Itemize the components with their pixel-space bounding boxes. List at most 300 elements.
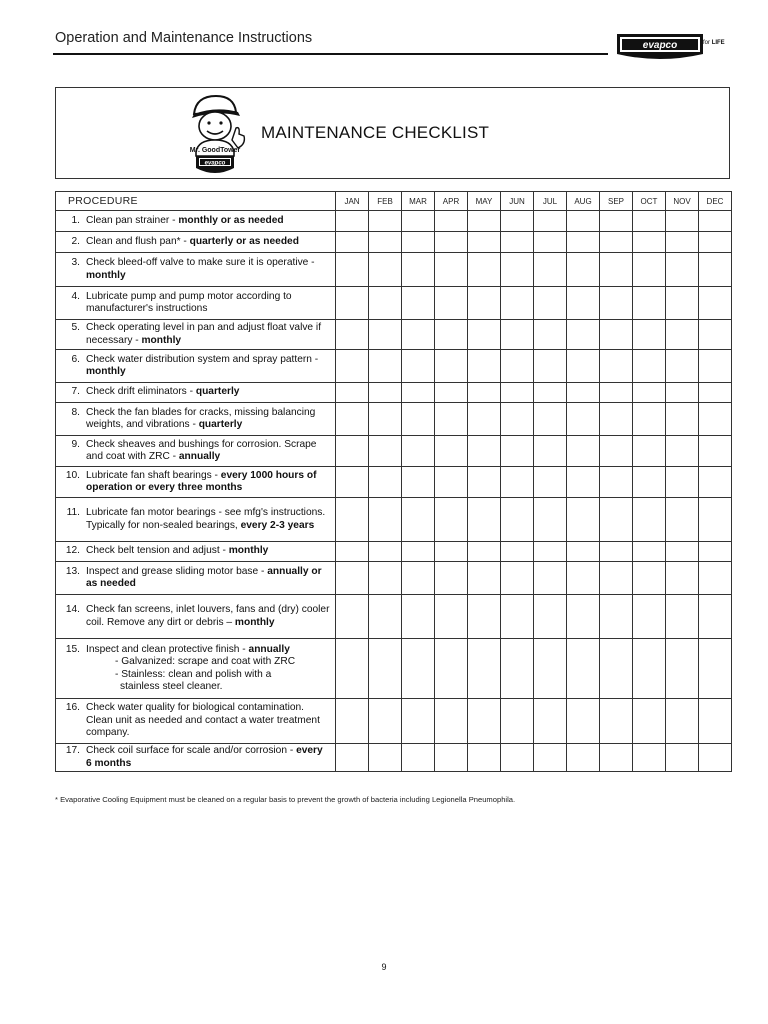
month-cell-apr[interactable] (435, 320, 468, 350)
month-cell-may[interactable] (468, 467, 501, 498)
procedure-cell (56, 498, 336, 542)
month-cell-sep[interactable] (600, 542, 633, 562)
month-cell-oct[interactable] (633, 232, 666, 253)
month-cell-apr[interactable] (435, 467, 468, 498)
month-cell-jun[interactable] (501, 403, 534, 436)
month-cell-oct[interactable] (633, 699, 666, 744)
month-cell-mar[interactable] (402, 542, 435, 562)
month-cell-jul[interactable] (534, 320, 567, 350)
month-cell-aug[interactable] (567, 699, 600, 744)
procedure-text: Check drift eliminators - (86, 386, 196, 398)
month-cell-jan[interactable] (336, 350, 369, 383)
month-cell-jul[interactable] (534, 403, 567, 436)
month-cell-sep[interactable] (600, 699, 633, 744)
month-cell-feb[interactable] (369, 211, 402, 232)
month-cell-may[interactable] (468, 744, 501, 772)
month-cell-sep[interactable] (600, 350, 633, 383)
procedure-frequency: quarterly or as needed (189, 235, 299, 247)
month-cell-feb[interactable] (369, 562, 402, 595)
month-cell-jul[interactable] (534, 287, 567, 320)
table-header-row (56, 192, 732, 211)
month-cell-mar[interactable] (402, 320, 435, 350)
month-header-oct: OCT (633, 192, 666, 211)
month-cell-dec[interactable] (699, 253, 732, 287)
month-cell-dec[interactable] (699, 744, 732, 772)
month-cell-feb[interactable] (369, 232, 402, 253)
month-cell-jul[interactable] (534, 542, 567, 562)
month-cell-jul[interactable] (534, 562, 567, 595)
procedure-text: Clean pan strainer - (86, 214, 179, 226)
tagline-bold: LIFE (711, 40, 725, 46)
month-cell-dec[interactable] (699, 403, 732, 436)
month-cell-apr[interactable] (435, 744, 468, 772)
procedure-cell (56, 436, 336, 467)
month-cell-apr[interactable] (435, 498, 468, 542)
month-cell-apr[interactable] (435, 542, 468, 562)
month-cell-feb[interactable] (369, 699, 402, 744)
month-header-jan: JAN (336, 192, 369, 211)
table-row (56, 232, 732, 253)
month-cell-feb[interactable] (369, 253, 402, 287)
month-cell-apr[interactable] (435, 639, 468, 699)
month-cell-jun[interactable] (501, 350, 534, 383)
procedure-text: Inspect and clean protective finish - (86, 643, 249, 655)
month-cell-aug[interactable] (567, 744, 600, 772)
month-cell-may[interactable] (468, 595, 501, 639)
month-cell-sep[interactable] (600, 211, 633, 232)
procedure-frequency: every 6 months (86, 745, 323, 769)
procedure-text: Lubricate pump and pump motor according to manufacturer's instructions (86, 290, 292, 314)
procedure-subline: stainless steel cleaner. (120, 680, 223, 692)
month-cell-jan[interactable] (336, 383, 369, 403)
procedure-frequency: quarterly (195, 386, 240, 398)
procedure-number: 3. (71, 257, 80, 269)
month-cell-sep[interactable] (600, 467, 633, 498)
table-row (56, 436, 732, 467)
month-cell-jun[interactable] (501, 639, 534, 699)
month-cell-may[interactable] (468, 287, 501, 320)
tagline (703, 40, 725, 46)
month-cell-oct[interactable] (633, 320, 666, 350)
table-row (56, 350, 732, 383)
month-cell-jun[interactable] (501, 232, 534, 253)
month-cell-oct[interactable] (633, 744, 666, 772)
procedure-cell (56, 744, 336, 772)
month-cell-oct[interactable] (633, 350, 666, 383)
month-cell-may[interactable] (468, 320, 501, 350)
month-header-nov: NOV (666, 192, 699, 211)
procedure-text: Lubricate fan motor bearings - see mfg's instructions. Typically for non-sealed bearings, (86, 507, 326, 531)
procedure-text: Inspect and grease sliding motor base - (86, 565, 268, 577)
month-cell-sep[interactable] (600, 320, 633, 350)
month-cell-nov[interactable] (666, 253, 699, 287)
month-cell-dec[interactable] (699, 542, 732, 562)
month-cell-jun[interactable] (501, 383, 534, 403)
month-header-dec: DEC (699, 192, 732, 211)
table-row (56, 562, 732, 595)
month-cell-dec[interactable] (699, 436, 732, 467)
month-cell-mar[interactable] (402, 350, 435, 383)
month-cell-jan[interactable] (336, 562, 369, 595)
logo-text: evapco (642, 40, 678, 51)
month-cell-apr[interactable] (435, 699, 468, 744)
month-cell-jan[interactable] (336, 639, 369, 699)
month-cell-mar[interactable] (402, 639, 435, 699)
month-cell-nov[interactable] (666, 744, 699, 772)
month-cell-nov[interactable] (666, 403, 699, 436)
month-cell-sep[interactable] (600, 232, 633, 253)
month-cell-may[interactable] (468, 562, 501, 595)
table-row (56, 744, 732, 772)
procedure-text: Check operating level in pan and adjust float valve if necessary - (86, 322, 322, 346)
checklist-title: MAINTENANCE CHECKLIST (261, 123, 490, 142)
month-cell-oct[interactable] (633, 383, 666, 403)
month-cell-jun[interactable] (501, 562, 534, 595)
month-cell-mar[interactable] (402, 595, 435, 639)
month-cell-apr[interactable] (435, 232, 468, 253)
month-cell-mar[interactable] (402, 232, 435, 253)
month-cell-feb[interactable] (369, 287, 402, 320)
month-cell-nov[interactable] (666, 562, 699, 595)
procedure-cell (56, 467, 336, 498)
month-cell-oct[interactable] (633, 498, 666, 542)
month-cell-dec[interactable] (699, 595, 732, 639)
table-row (56, 253, 732, 287)
month-cell-feb[interactable] (369, 467, 402, 498)
month-cell-jun[interactable] (501, 498, 534, 542)
month-header-sep: SEP (600, 192, 633, 211)
month-cell-feb[interactable] (369, 403, 402, 436)
month-cell-sep[interactable] (600, 383, 633, 403)
month-cell-jun[interactable] (501, 287, 534, 320)
month-cell-dec[interactable] (699, 639, 732, 699)
procedure-text: Check belt tension and adjust - (86, 545, 229, 557)
month-cell-jul[interactable] (534, 699, 567, 744)
procedure-cell (56, 287, 336, 320)
month-cell-mar[interactable] (402, 383, 435, 403)
month-cell-sep[interactable] (600, 436, 633, 467)
month-cell-aug[interactable] (567, 383, 600, 403)
month-cell-nov[interactable] (666, 498, 699, 542)
month-cell-apr[interactable] (435, 403, 468, 436)
procedure-text: Check the fan blades for cracks, missing balancing weights, and vibrations - (86, 406, 316, 430)
month-cell-jul[interactable] (534, 232, 567, 253)
procedure-cell (56, 211, 336, 232)
procedure-cell (56, 232, 336, 253)
month-cell-jan[interactable] (336, 403, 369, 436)
table-row (56, 467, 732, 498)
month-cell-jul[interactable] (534, 498, 567, 542)
month-cell-sep[interactable] (600, 498, 633, 542)
month-cell-jul[interactable] (534, 383, 567, 403)
month-cell-apr[interactable] (435, 595, 468, 639)
month-cell-jan[interactable] (336, 253, 369, 287)
month-cell-jun[interactable] (501, 595, 534, 639)
table-row (56, 403, 732, 436)
month-cell-jun[interactable] (501, 467, 534, 498)
month-cell-jan[interactable] (336, 542, 369, 562)
procedure-number: 5. (71, 322, 80, 334)
month-cell-jan[interactable] (336, 744, 369, 772)
month-cell-oct[interactable] (633, 467, 666, 498)
procedure-text: Check sheaves and bushings for corrosion. Scrape and coat with ZRC - (86, 438, 317, 462)
month-cell-apr[interactable] (435, 211, 468, 232)
month-cell-jul[interactable] (534, 467, 567, 498)
procedure-header: PROCEDURE (56, 192, 336, 211)
month-cell-aug[interactable] (567, 253, 600, 287)
table-row (56, 639, 732, 699)
month-cell-oct[interactable] (633, 595, 666, 639)
month-cell-dec[interactable] (699, 383, 732, 403)
month-cell-aug[interactable] (567, 320, 600, 350)
month-cell-oct[interactable] (633, 287, 666, 320)
tagline-prefix: for (703, 40, 711, 46)
month-cell-may[interactable] (468, 350, 501, 383)
month-cell-mar[interactable] (402, 699, 435, 744)
month-cell-feb[interactable] (369, 350, 402, 383)
month-cell-dec[interactable] (699, 562, 732, 595)
month-cell-feb[interactable] (369, 744, 402, 772)
month-cell-may[interactable] (468, 403, 501, 436)
month-cell-apr[interactable] (435, 436, 468, 467)
month-cell-feb[interactable] (369, 595, 402, 639)
procedure-frequency: quarterly (198, 419, 243, 430)
month-cell-nov[interactable] (666, 595, 699, 639)
month-cell-jul[interactable] (534, 350, 567, 383)
month-cell-dec[interactable] (699, 699, 732, 744)
footnote: * Evaporative Cooling Equipment must be cleaned on a regular basis to prevent the growth of bacteria including Legionella Pneumophila. (55, 795, 516, 804)
month-cell-jan[interactable] (336, 211, 369, 232)
procedure-number: 4. (71, 290, 80, 302)
month-cell-nov[interactable] (666, 287, 699, 320)
month-cell-nov[interactable] (666, 639, 699, 699)
procedure-text: Check water quality for biological contamination. Clean unit as needed and contact a water treatment company. (86, 702, 320, 739)
month-cell-jun[interactable] (501, 744, 534, 772)
month-cell-mar[interactable] (402, 498, 435, 542)
month-cell-aug[interactable] (567, 562, 600, 595)
month-cell-oct[interactable] (633, 436, 666, 467)
month-cell-nov[interactable] (666, 350, 699, 383)
month-cell-nov[interactable] (666, 383, 699, 403)
month-cell-aug[interactable] (567, 211, 600, 232)
month-cell-sep[interactable] (600, 403, 633, 436)
month-cell-nov[interactable] (666, 211, 699, 232)
month-cell-jul[interactable] (534, 253, 567, 287)
month-cell-nov[interactable] (666, 436, 699, 467)
month-cell-dec[interactable] (699, 232, 732, 253)
procedure-frequency: monthly (86, 366, 126, 377)
mascot-badge: evapco (204, 160, 226, 167)
month-cell-apr[interactable] (435, 562, 468, 595)
month-header-aug: AUG (567, 192, 600, 211)
month-cell-jul[interactable] (534, 211, 567, 232)
month-cell-dec[interactable] (699, 287, 732, 320)
month-cell-aug[interactable] (567, 232, 600, 253)
month-cell-jul[interactable] (534, 436, 567, 467)
procedure-cell (56, 350, 336, 383)
month-cell-feb[interactable] (369, 542, 402, 562)
header-rule (53, 53, 608, 55)
month-cell-aug[interactable] (567, 639, 600, 699)
month-cell-mar[interactable] (402, 211, 435, 232)
month-cell-feb[interactable] (369, 383, 402, 403)
month-cell-may[interactable] (468, 436, 501, 467)
month-cell-sep[interactable] (600, 253, 633, 287)
procedure-frequency: annually (248, 643, 290, 655)
procedure-frequency: monthly (228, 545, 269, 557)
month-cell-oct[interactable] (633, 253, 666, 287)
month-cell-dec[interactable] (699, 350, 732, 383)
month-cell-mar[interactable] (402, 287, 435, 320)
month-cell-aug[interactable] (567, 542, 600, 562)
month-cell-jan[interactable] (336, 498, 369, 542)
month-cell-jun[interactable] (501, 542, 534, 562)
month-cell-feb[interactable] (369, 436, 402, 467)
procedure-number: 15. (65, 643, 80, 655)
month-cell-aug[interactable] (567, 467, 600, 498)
procedure-number: 7. (71, 386, 80, 398)
procedure-number: 13. (65, 565, 80, 577)
month-cell-jul[interactable] (534, 595, 567, 639)
procedure-cell (56, 403, 336, 436)
month-cell-feb[interactable] (369, 498, 402, 542)
month-header-feb: FEB (369, 192, 402, 211)
month-cell-oct[interactable] (633, 562, 666, 595)
month-header-may: MAY (468, 192, 501, 211)
mascot-icon (176, 92, 256, 176)
procedure-cell (56, 253, 336, 287)
month-cell-jan[interactable] (336, 467, 369, 498)
month-cell-may[interactable] (468, 383, 501, 403)
month-cell-jul[interactable] (534, 639, 567, 699)
month-cell-aug[interactable] (567, 498, 600, 542)
month-cell-dec[interactable] (699, 498, 732, 542)
table-row (56, 699, 732, 744)
month-cell-may[interactable] (468, 211, 501, 232)
month-cell-oct[interactable] (633, 639, 666, 699)
month-cell-mar[interactable] (402, 744, 435, 772)
procedure-text: Check bleed-off valve to make sure it is operative - (86, 257, 315, 269)
month-cell-nov[interactable] (666, 467, 699, 498)
month-cell-mar[interactable] (402, 253, 435, 287)
month-cell-oct[interactable] (633, 542, 666, 562)
month-cell-sep[interactable] (600, 595, 633, 639)
month-cell-apr[interactable] (435, 350, 468, 383)
procedure-cell (56, 699, 336, 744)
month-cell-mar[interactable] (402, 467, 435, 498)
month-cell-aug[interactable] (567, 595, 600, 639)
month-cell-aug[interactable] (567, 287, 600, 320)
month-cell-may[interactable] (468, 639, 501, 699)
checklist-banner (55, 87, 730, 179)
month-cell-may[interactable] (468, 253, 501, 287)
month-cell-sep[interactable] (600, 287, 633, 320)
month-cell-jan[interactable] (336, 232, 369, 253)
month-cell-feb[interactable] (369, 320, 402, 350)
month-cell-jun[interactable] (501, 699, 534, 744)
month-cell-mar[interactable] (402, 436, 435, 467)
table-row (56, 498, 732, 542)
month-cell-jun[interactable] (501, 211, 534, 232)
procedure-cell (56, 542, 336, 562)
month-cell-oct[interactable] (633, 211, 666, 232)
table-row (56, 542, 732, 562)
procedure-number: 16. (65, 702, 80, 714)
procedure-number: 17. (65, 745, 80, 757)
month-cell-sep[interactable] (600, 639, 633, 699)
evapco-logo (617, 34, 707, 60)
month-cell-sep[interactable] (600, 744, 633, 772)
month-cell-mar[interactable] (402, 562, 435, 595)
page-header-title: Operation and Maintenance Instructions (55, 30, 313, 46)
month-cell-jan[interactable] (336, 436, 369, 467)
month-cell-jan[interactable] (336, 595, 369, 639)
month-cell-nov[interactable] (666, 542, 699, 562)
procedure-number: 2. (71, 235, 80, 247)
procedure-text: Check water distribution system and spray pattern - (86, 353, 319, 365)
month-cell-jun[interactable] (501, 320, 534, 350)
month-cell-jun[interactable] (501, 253, 534, 287)
month-cell-apr[interactable] (435, 383, 468, 403)
procedure-subline: - Stainless: clean and polish with a (115, 668, 272, 680)
procedure-text: Clean and flush pan* - (86, 235, 190, 247)
procedure-number: 12. (65, 545, 80, 557)
month-cell-dec[interactable] (699, 320, 732, 350)
table-row (56, 320, 732, 350)
month-cell-mar[interactable] (402, 403, 435, 436)
month-cell-nov[interactable] (666, 232, 699, 253)
procedure-text: Check fan screens, inlet louvers, fans and (dry) cooler coil. Remove any dirt or debris – (86, 604, 330, 628)
month-cell-apr[interactable] (435, 253, 468, 287)
procedure-cell (56, 595, 336, 639)
procedure-frequency: every 2-3 years (240, 519, 315, 531)
month-cell-may[interactable] (468, 498, 501, 542)
maintenance-checklist-table (55, 191, 732, 772)
month-cell-sep[interactable] (600, 562, 633, 595)
month-cell-aug[interactable] (567, 403, 600, 436)
month-cell-may[interactable] (468, 699, 501, 744)
procedure-number: 1. (71, 214, 80, 226)
month-cell-may[interactable] (468, 232, 501, 253)
procedure-subline: - Galvanized: scrape and coat with ZRC (115, 656, 296, 668)
month-cell-oct[interactable] (633, 403, 666, 436)
procedure-frequency: every 1000 hours of operation or every three months (86, 469, 317, 493)
procedure-text: Lubricate fan shaft bearings - (86, 469, 221, 481)
procedure-frequency: monthly (234, 616, 275, 628)
month-cell-feb[interactable] (369, 639, 402, 699)
month-cell-jan[interactable] (336, 320, 369, 350)
month-header-apr: APR (435, 192, 468, 211)
procedure-number: 8. (71, 406, 80, 418)
procedure-cell (56, 639, 336, 699)
procedure-cell (56, 320, 336, 350)
month-cell-nov[interactable] (666, 699, 699, 744)
month-cell-jul[interactable] (534, 744, 567, 772)
month-cell-nov[interactable] (666, 320, 699, 350)
month-cell-aug[interactable] (567, 436, 600, 467)
month-cell-jun[interactable] (501, 436, 534, 467)
month-cell-apr[interactable] (435, 287, 468, 320)
month-cell-dec[interactable] (699, 467, 732, 498)
procedure-number: 6. (71, 353, 80, 365)
month-cell-jan[interactable] (336, 287, 369, 320)
procedure-number: 11. (66, 507, 80, 519)
month-cell-jan[interactable] (336, 699, 369, 744)
procedure-number: 9. (71, 438, 80, 450)
month-cell-dec[interactable] (699, 211, 732, 232)
month-cell-may[interactable] (468, 542, 501, 562)
month-cell-aug[interactable] (567, 350, 600, 383)
